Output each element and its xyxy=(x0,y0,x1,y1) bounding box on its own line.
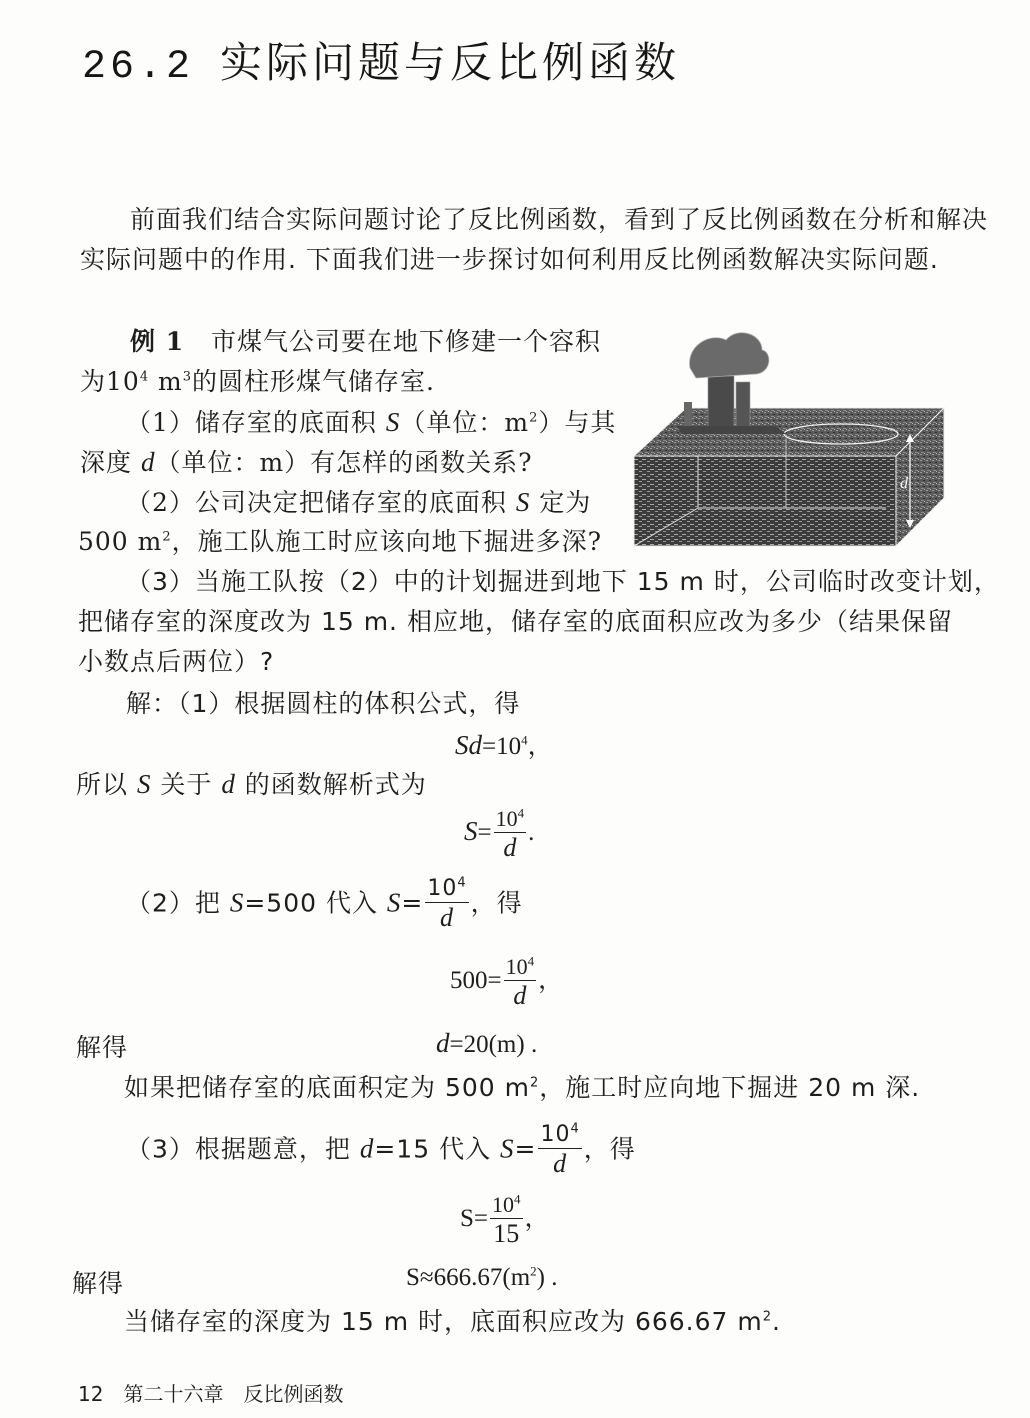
result-s-666: $S\approx 666.67(m^2)$ . xyxy=(406,1263,558,1291)
question-2-line-2: 500 $m^2$，施工队施工时应该向地下掘进多深? xyxy=(78,527,603,556)
chapter-title: 反比例函数 xyxy=(243,1382,344,1406)
solution-3-conclusion: 当储存室的深度为 15 m 时，底面积应改为 666.67 $m^2$. xyxy=(124,1307,781,1336)
example-line-2: 为$10^4$ $m^3$的圆柱形煤气储存室. xyxy=(80,367,435,396)
fraction: $\frac{10^4}{d}$ xyxy=(540,1121,580,1178)
storage-room-figure xyxy=(626,328,948,550)
fraction: $\frac{10^4}{15}$ xyxy=(492,1191,521,1248)
solution-1-intro: 解：（1）根据圆柱的体积公式，得 xyxy=(126,689,521,718)
fraction: $\frac{10^4}{d}$ xyxy=(427,875,467,932)
intro-line-1: 前面我们结合实际问题讨论了反比例函数，看到了反比例函数在分析和解决 xyxy=(130,205,989,234)
question-3-line-2: 把储存室的深度改为 15 m. 相应地，储存室的底面积应改为多少（结果保留 xyxy=(78,607,953,636)
solution-2-conclusion: 如果把储存室的底面积定为 500 $m^2$，施工时应向地下掘进 20 m 深. xyxy=(124,1073,921,1102)
question-3-line-1: （3）当施工队按（2）中的计划掘进到地下 15 m 时，公司临时改变计划， xyxy=(126,567,1000,596)
page-footer xyxy=(78,1378,363,1407)
formula-s-equals-10e4-over-d: S= $\frac{10^4}{d}$ . xyxy=(464,805,535,862)
result-d-20: d=20(m) . xyxy=(436,1028,538,1058)
storage-room-illustration xyxy=(626,328,948,550)
solution-1-conclusion: 所以 S 关于 d 的函数解析式为 xyxy=(76,769,427,799)
equation-sd: $Sd=10^4$， xyxy=(455,730,553,760)
section-number: 26.2 xyxy=(82,45,195,90)
equation-500: 500= $\frac{10^4}{d}$ ， xyxy=(450,953,564,1010)
question-3-line-3: 小数点后两位）? xyxy=(78,647,275,676)
question-1-line-2: 深度 d（单位：m）有怎样的函数关系? xyxy=(80,447,533,477)
solution-3-intro: （3）根据题意，把 d=15 代入 S= $\frac{10^4}{d}$ ，得 xyxy=(126,1121,636,1178)
page-number: 12 xyxy=(78,1382,104,1406)
example-heading: 例 1 市煤气公司要在地下修建一个容积 xyxy=(130,327,601,356)
section-title xyxy=(82,30,680,90)
depth-label: d xyxy=(900,475,908,492)
question-2-line-1: （2）公司决定把储存室的底面积 S 定为 xyxy=(126,487,592,517)
example-label: 例 1 xyxy=(130,327,185,356)
chapter-number: 第二十六章 xyxy=(123,1382,224,1406)
solve-label-2: 解得 xyxy=(76,1033,129,1062)
section-title-text: 实际问题与反比例函数 xyxy=(220,38,681,87)
equation-s-15: S= $\frac{10^4}{15}$ ， xyxy=(460,1191,550,1248)
solve-label-3: 解得 xyxy=(72,1269,125,1298)
fraction: $\frac{10^4}{d}$ xyxy=(505,953,535,1010)
solution-2-intro: （2）把 S=500 代入 S= $\frac{10^4}{d}$ ，得 xyxy=(126,875,523,932)
question-1-line-1: （1）储存室的底面积 S（单位：$m^2$）与其 xyxy=(126,407,617,437)
intro-line-2: 实际问题中的作用. 下面我们进一步探讨如何利用反比例函数解决实际问题. xyxy=(80,245,939,274)
fraction: $\frac{10^4}{d}$ xyxy=(495,805,525,862)
